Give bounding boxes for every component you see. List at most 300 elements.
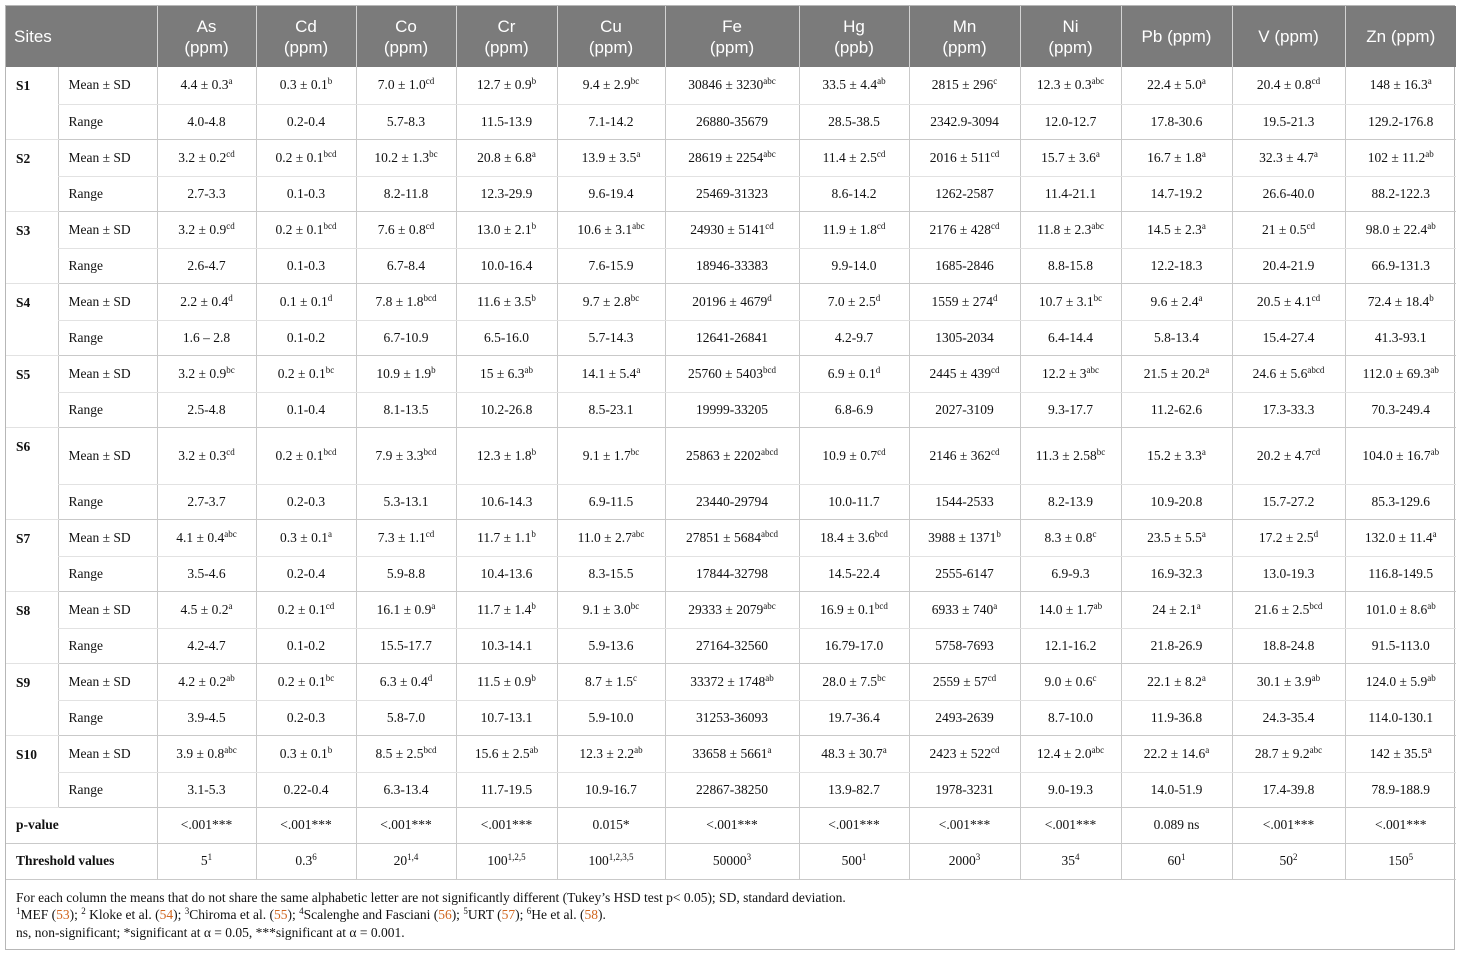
range-cell: 11.2-62.6 bbox=[1121, 392, 1232, 427]
cell-value: 4.2 ± 0.2 bbox=[178, 673, 227, 689]
cell-value: 132.0 ± 11.4 bbox=[1364, 529, 1433, 545]
site-label: S4 bbox=[6, 283, 58, 355]
mean-cell bbox=[1232, 139, 1345, 176]
range-cell: 91.5-113.0 bbox=[1345, 628, 1456, 663]
cell-value: 3988 ± 1371 bbox=[928, 529, 997, 545]
threshold-cell bbox=[799, 843, 909, 879]
superscript-letters: c bbox=[993, 76, 998, 87]
superscript-letters: bcd bbox=[423, 446, 437, 457]
reference-link[interactable]: 54 bbox=[159, 907, 174, 922]
footnote-source: Scalenghe and Fasciani ( bbox=[303, 907, 439, 922]
stat-label-mean: Mean ± SD bbox=[58, 283, 157, 320]
range-cell: 7.6-15.9 bbox=[557, 248, 665, 283]
table-row-mean bbox=[6, 735, 1456, 772]
superscript-letters: abc bbox=[1091, 220, 1104, 231]
mean-cell bbox=[1020, 211, 1121, 248]
superscript-letters: b bbox=[531, 600, 536, 611]
superscript-letters: cd bbox=[765, 220, 774, 231]
range-cell: 8.3-15.5 bbox=[557, 556, 665, 591]
superscript-letters: bc bbox=[325, 672, 335, 683]
cell-value: 98.0 ± 22.4 bbox=[1365, 221, 1428, 237]
header-element: Mn bbox=[952, 16, 977, 36]
superscript-letters: c bbox=[632, 672, 637, 683]
range-cell: 17.4-39.8 bbox=[1232, 772, 1345, 807]
superscript-letters: b bbox=[531, 446, 537, 457]
mean-cell bbox=[256, 283, 356, 320]
mean-cell bbox=[1345, 591, 1456, 628]
superscript-letters: d bbox=[875, 292, 881, 303]
superscript-letters: b bbox=[431, 364, 436, 375]
cell-value: 2000 bbox=[948, 853, 976, 868]
superscript-letters: abcd bbox=[760, 528, 778, 539]
superscript-letters: 4 bbox=[1075, 852, 1080, 862]
threshold-cell bbox=[665, 843, 799, 879]
superscript-letters: ab bbox=[1430, 364, 1439, 375]
cell-value: 16.1 ± 0.9 bbox=[376, 601, 432, 617]
range-cell: 3.9-4.5 bbox=[157, 700, 256, 735]
pvalue-cell: 0.015* bbox=[557, 807, 665, 843]
cell-value: 7.8 ± 1.8 bbox=[375, 293, 424, 309]
mean-cell bbox=[1345, 211, 1456, 248]
superscript-letters: bcd bbox=[762, 364, 776, 375]
cell-value: 29333 ± 2079 bbox=[688, 601, 764, 617]
range-cell: 17.8-30.6 bbox=[1121, 104, 1232, 139]
range-cell: 2027-3109 bbox=[909, 392, 1020, 427]
superscript-letters: d bbox=[327, 292, 333, 303]
cell-value: 28.0 ± 7.5 bbox=[822, 673, 878, 689]
range-cell: 4.2-4.7 bbox=[157, 628, 256, 663]
superscript-letters: abc bbox=[1309, 744, 1323, 755]
range-cell: 8.2-13.9 bbox=[1020, 484, 1121, 519]
cell-value: 15 ± 6.3 bbox=[479, 365, 525, 381]
cell-value: 30846 ± 3230 bbox=[688, 77, 764, 93]
range-cell: 1685-2846 bbox=[909, 248, 1020, 283]
mean-cell bbox=[1020, 67, 1121, 104]
superscript-letters: ab bbox=[529, 744, 539, 755]
mean-cell bbox=[256, 139, 356, 176]
cell-value: 11.3 ± 2.58 bbox=[1035, 448, 1097, 463]
header-zn bbox=[1345, 6, 1456, 67]
range-cell: 0.1-0.2 bbox=[256, 320, 356, 355]
superscript-letters: cd bbox=[990, 744, 1000, 755]
cell-value: 14.0 ± 1.7 bbox=[1038, 601, 1094, 617]
cell-value: 112.0 ± 69.3 bbox=[1362, 365, 1431, 381]
cell-value: 0.2 ± 0.1 bbox=[277, 673, 326, 689]
range-cell: 5.7-14.3 bbox=[557, 320, 665, 355]
superscript-letters: a bbox=[1095, 148, 1100, 159]
cell-value: 50000 bbox=[712, 853, 747, 868]
superscript-letters: a bbox=[327, 528, 332, 539]
mean-cell bbox=[1020, 735, 1121, 772]
mean-cell bbox=[356, 427, 456, 484]
mean-cell bbox=[665, 355, 799, 392]
range-cell: 15.7-27.2 bbox=[1232, 484, 1345, 519]
mean-cell bbox=[1121, 211, 1232, 248]
range-cell: 10.0-16.4 bbox=[456, 248, 557, 283]
mean-cell bbox=[456, 283, 557, 320]
range-cell: 18.8-24.8 bbox=[1232, 628, 1345, 663]
superscript-letters: a bbox=[228, 76, 233, 87]
range-cell: 4.2-9.7 bbox=[799, 320, 909, 355]
superscript-letters: bc bbox=[630, 446, 640, 457]
cell-value: 12.7 ± 0.9 bbox=[476, 77, 532, 93]
mean-cell bbox=[157, 67, 256, 104]
cell-value: 7.3 ± 1.1 bbox=[377, 529, 426, 545]
table-row-mean bbox=[6, 427, 1456, 484]
superscript-letters: bcd bbox=[323, 446, 337, 457]
range-cell: 16.9-32.3 bbox=[1121, 556, 1232, 591]
cell-value: 3.2 ± 0.3 bbox=[178, 447, 227, 463]
cell-value: 30.1 ± 3.9 bbox=[1256, 673, 1312, 689]
superscript-letters: ab bbox=[1311, 672, 1321, 683]
superscript-letters: b bbox=[996, 528, 1001, 539]
footnote-source: URT ( bbox=[467, 907, 502, 922]
cell-value: 23.5 ± 5.5 bbox=[1147, 529, 1202, 545]
superscript-letters: c bbox=[1092, 672, 1097, 683]
cell-value: 11.7 ± 1.4 bbox=[477, 601, 532, 617]
cell-value: 12.2 ± 3 bbox=[1041, 365, 1087, 381]
stat-label-mean: Mean ± SD bbox=[58, 211, 157, 248]
superscript-letters: 2 bbox=[1293, 852, 1298, 862]
range-cell: 15.4-27.4 bbox=[1232, 320, 1345, 355]
cell-value: 20.4 ± 0.8 bbox=[1256, 77, 1312, 93]
range-cell: 5.3-13.1 bbox=[356, 484, 456, 519]
cell-value: 3.2 ± 0.9 bbox=[178, 365, 227, 381]
mean-cell bbox=[665, 591, 799, 628]
superscript-letters: a bbox=[1201, 672, 1206, 683]
superscript-letters: bc bbox=[630, 76, 640, 87]
range-cell: 5.8-7.0 bbox=[356, 700, 456, 735]
superscript-letters: d bbox=[427, 672, 433, 683]
table-row-range bbox=[6, 248, 1456, 283]
superscript-letters: a bbox=[882, 744, 887, 755]
superscript-letters: bc bbox=[429, 148, 438, 159]
mean-cell bbox=[256, 591, 356, 628]
superscript-letters: cd bbox=[325, 600, 335, 611]
mean-cell bbox=[1345, 139, 1456, 176]
range-cell: 8.1-13.5 bbox=[356, 392, 456, 427]
cell-value: 9.1 ± 1.7 bbox=[582, 447, 631, 463]
table-row-range bbox=[6, 484, 1456, 519]
header-cu bbox=[557, 6, 665, 67]
footnote-source: Kloke et al. ( bbox=[85, 907, 160, 922]
cell-value: 11.6 ± 3.5 bbox=[477, 293, 532, 309]
footnote-marker: 3 bbox=[184, 906, 190, 916]
superscript-letters: ab bbox=[524, 364, 534, 375]
table-row-mean bbox=[6, 283, 1456, 320]
stat-label-range: Range bbox=[58, 248, 157, 283]
reference-link[interactable]: 56 bbox=[438, 907, 452, 922]
stat-label-range: Range bbox=[58, 628, 157, 663]
stat-label-range: Range bbox=[58, 320, 157, 355]
threshold-cell bbox=[157, 843, 256, 879]
range-cell: 70.3-249.4 bbox=[1345, 392, 1456, 427]
superscript-letters: a bbox=[1432, 528, 1437, 539]
superscript-letters: a bbox=[531, 148, 536, 159]
mean-cell bbox=[1232, 67, 1345, 104]
stat-label-mean: Mean ± SD bbox=[58, 519, 157, 556]
footnote-line-3: ns, non-significant; *significant at α = 0.05, ***significant at α = 0.001. bbox=[16, 924, 405, 940]
cell-value: 3.2 ± 0.9 bbox=[178, 221, 227, 237]
header-unit: (ppm) bbox=[383, 37, 429, 57]
superscript-letters: 5 bbox=[1408, 852, 1414, 862]
superscript-letters: ab bbox=[634, 744, 643, 755]
range-cell: 4.0-4.8 bbox=[157, 104, 256, 139]
table-row-range bbox=[6, 700, 1456, 735]
site-label: S8 bbox=[6, 591, 58, 663]
range-cell: 13.0-19.3 bbox=[1232, 556, 1345, 591]
range-cell: 6.3-13.4 bbox=[356, 772, 456, 807]
stat-label-mean: Mean ± SD bbox=[58, 591, 157, 628]
range-cell: 11.5-13.9 bbox=[456, 104, 557, 139]
cell-value: 24 ± 2.1 bbox=[1152, 601, 1197, 617]
mean-cell bbox=[799, 67, 909, 104]
mean-cell bbox=[1232, 211, 1345, 248]
cell-value: 12.3 ± 1.8 bbox=[476, 447, 532, 463]
cell-value: 1559 ± 274 bbox=[931, 293, 993, 309]
cell-value: 102 ± 11.2 bbox=[1367, 149, 1426, 165]
superscript-letters: abc bbox=[763, 148, 776, 159]
mean-cell bbox=[1121, 519, 1232, 556]
mean-cell bbox=[799, 355, 909, 392]
cell-value: 15.2 ± 3.3 bbox=[1147, 447, 1202, 463]
cell-value: 20196 ± 4679 bbox=[692, 293, 768, 309]
range-cell: 12.2-18.3 bbox=[1121, 248, 1232, 283]
cell-value: 11.8 ± 2.3 bbox=[1037, 221, 1092, 237]
threshold-cell bbox=[356, 843, 456, 879]
table-row-mean bbox=[6, 67, 1456, 104]
mean-cell bbox=[1345, 663, 1456, 700]
range-cell: 2555-6147 bbox=[909, 556, 1020, 591]
cell-value: 9.6 ± 2.4 bbox=[1150, 293, 1199, 309]
pvalue-cell: <.001*** bbox=[256, 807, 356, 843]
reference-link[interactable]: 57 bbox=[501, 907, 516, 922]
range-cell: 17844-32798 bbox=[665, 556, 799, 591]
cell-value: 27851 ± 5684 bbox=[686, 529, 761, 545]
mean-cell bbox=[909, 283, 1020, 320]
cell-value: 100 bbox=[487, 853, 508, 868]
superscript-letters: b bbox=[531, 292, 536, 303]
superscript-letters: c bbox=[1092, 528, 1097, 539]
cell-value: 0.1 ± 0.1 bbox=[279, 293, 328, 309]
header-pb bbox=[1121, 6, 1232, 67]
mean-cell bbox=[1232, 355, 1345, 392]
range-cell: 2.7-3.3 bbox=[157, 176, 256, 211]
header-element: V (ppm) bbox=[1258, 27, 1319, 46]
cell-value: 14.5 ± 2.3 bbox=[1147, 221, 1202, 237]
reference-link[interactable]: 53 bbox=[56, 907, 70, 922]
mean-cell bbox=[1020, 283, 1121, 320]
cell-value: 10.6 ± 3.1 bbox=[577, 221, 633, 237]
pvalue-cell: <.001*** bbox=[356, 807, 456, 843]
site-label: S3 bbox=[6, 211, 58, 283]
superscript-letters: cd bbox=[877, 446, 886, 457]
mean-cell bbox=[157, 735, 256, 772]
table-row-range bbox=[6, 176, 1456, 211]
range-cell: 9.0-19.3 bbox=[1020, 772, 1121, 807]
superscript-letters: a bbox=[1201, 220, 1206, 231]
cell-value: 2423 ± 522 bbox=[929, 745, 991, 761]
cell-value: 7.0 ± 2.5 bbox=[827, 293, 876, 309]
footnote-line-1: For each column the means that do not share the same alphabetic letter are not significantly different (Tukey’s HSD test p< 0.05); SD, standard deviation. bbox=[16, 889, 846, 905]
cell-value: 13.9 ± 3.5 bbox=[581, 149, 637, 165]
cell-value: 142 ± 35.5 bbox=[1369, 745, 1428, 761]
site-label: S2 bbox=[6, 139, 58, 211]
superscript-letters: ab bbox=[1430, 446, 1440, 457]
reference-link[interactable]: 55 bbox=[273, 907, 288, 922]
pvalue-cell: <.001*** bbox=[157, 807, 256, 843]
header-v bbox=[1232, 6, 1345, 67]
pvalue-cell: <.001*** bbox=[799, 807, 909, 843]
superscript-letters: a bbox=[1201, 446, 1206, 457]
range-cell: 14.0-51.9 bbox=[1121, 772, 1232, 807]
range-cell: 2.7-3.7 bbox=[157, 484, 256, 519]
mean-cell bbox=[456, 355, 557, 392]
range-cell: 0.2-0.3 bbox=[256, 700, 356, 735]
cell-value: 6.3 ± 0.4 bbox=[379, 673, 428, 689]
cell-value: 0.2 ± 0.1 bbox=[275, 221, 324, 237]
site-label: S5 bbox=[6, 355, 58, 427]
mean-cell bbox=[799, 283, 909, 320]
mean-cell bbox=[157, 591, 256, 628]
cell-value: 11.5 ± 0.9 bbox=[477, 673, 532, 689]
range-cell: 1978-3231 bbox=[909, 772, 1020, 807]
footnote-punctuation: ); bbox=[287, 907, 300, 922]
mean-cell bbox=[909, 139, 1020, 176]
superscript-letters: cd bbox=[1311, 76, 1321, 87]
superscript-letters: 1 bbox=[1181, 852, 1186, 862]
superscript-letters: ab bbox=[1427, 600, 1436, 611]
mean-cell bbox=[665, 427, 799, 484]
superscript-letters: bcd bbox=[423, 292, 437, 303]
range-cell: 129.2-176.8 bbox=[1345, 104, 1456, 139]
mean-cell bbox=[557, 355, 665, 392]
range-cell: 1.6 – 2.8 bbox=[157, 320, 256, 355]
heavy-metals-table bbox=[6, 6, 1456, 880]
table-row-range bbox=[6, 628, 1456, 663]
cell-value: 9.4 ± 2.9 bbox=[582, 77, 631, 93]
cell-value: 10.9 ± 1.9 bbox=[376, 365, 432, 381]
mean-cell bbox=[1121, 663, 1232, 700]
mean-cell bbox=[456, 139, 557, 176]
header-unit: (ppm) bbox=[1048, 37, 1093, 57]
range-cell: 0.2-0.4 bbox=[256, 556, 356, 591]
range-cell: 25469-31323 bbox=[665, 176, 799, 211]
superscript-letters: abc bbox=[1091, 744, 1105, 755]
range-cell: 15.5-17.7 bbox=[356, 628, 456, 663]
mean-cell bbox=[356, 139, 456, 176]
cell-value: 16.7 ± 1.8 bbox=[1147, 149, 1202, 165]
header-element: Cd bbox=[295, 16, 317, 36]
superscript-letters: cd bbox=[987, 672, 997, 683]
range-cell: 2493-2639 bbox=[909, 700, 1020, 735]
range-cell: 14.7-19.2 bbox=[1121, 176, 1232, 211]
superscript-letters: bcd bbox=[874, 600, 888, 611]
range-cell: 27164-32560 bbox=[665, 628, 799, 663]
mean-cell bbox=[157, 211, 256, 248]
cell-value: 5 bbox=[200, 853, 208, 868]
stat-label-mean: Mean ± SD bbox=[58, 67, 157, 104]
table-row-mean bbox=[6, 663, 1456, 700]
superscript-letters: cd bbox=[876, 220, 886, 231]
mean-cell bbox=[665, 283, 799, 320]
superscript-letters: a bbox=[1201, 76, 1206, 87]
mean-cell bbox=[256, 735, 356, 772]
superscript-letters: cd bbox=[425, 76, 435, 87]
cell-value: 17.2 ± 2.5 bbox=[1258, 529, 1314, 545]
superscript-letters: b bbox=[531, 672, 536, 683]
superscript-letters: bcd bbox=[874, 528, 888, 539]
cell-value: 48.3 ± 30.7 bbox=[821, 745, 883, 761]
range-cell: 10.9-16.7 bbox=[557, 772, 665, 807]
range-cell: 6.7-8.4 bbox=[356, 248, 456, 283]
mean-cell bbox=[557, 283, 665, 320]
reference-link[interactable]: 58 bbox=[584, 907, 598, 922]
range-cell: 24.3-35.4 bbox=[1232, 700, 1345, 735]
threshold-cell bbox=[256, 843, 356, 879]
mean-cell bbox=[1232, 283, 1345, 320]
mean-cell bbox=[1345, 519, 1456, 556]
cell-value: 20.5 ± 4.1 bbox=[1256, 293, 1312, 309]
superscript-letters: b bbox=[531, 528, 536, 539]
cell-value: 100 bbox=[588, 853, 609, 868]
range-cell: 6.4-14.4 bbox=[1020, 320, 1121, 355]
cell-value: 104.0 ± 16.7 bbox=[1362, 447, 1431, 463]
cell-value: 20 bbox=[393, 853, 408, 868]
range-cell: 18946-33383 bbox=[665, 248, 799, 283]
cell-value: 3.9 ± 0.8 bbox=[176, 745, 225, 761]
mean-cell bbox=[799, 139, 909, 176]
range-cell: 16.79-17.0 bbox=[799, 628, 909, 663]
mean-cell bbox=[157, 663, 256, 700]
threshold-cell bbox=[456, 843, 557, 879]
table-row-mean bbox=[6, 139, 1456, 176]
range-cell: 6.9-9.3 bbox=[1020, 556, 1121, 591]
range-cell: 8.6-14.2 bbox=[799, 176, 909, 211]
cell-value: 21.5 ± 20.2 bbox=[1143, 365, 1206, 381]
header-fe bbox=[665, 6, 799, 67]
pvalue-cell: <.001*** bbox=[909, 807, 1020, 843]
mean-cell bbox=[1020, 591, 1121, 628]
range-cell: 8.5-23.1 bbox=[557, 392, 665, 427]
range-cell: 20.4-21.9 bbox=[1232, 248, 1345, 283]
cell-value: 24.6 ± 5.6 bbox=[1252, 365, 1308, 381]
superscript-letters: abc bbox=[631, 528, 645, 539]
superscript-letters: abc bbox=[224, 528, 237, 539]
threshold-cell bbox=[1232, 843, 1345, 879]
table-row-mean bbox=[6, 519, 1456, 556]
range-cell: 5758-7693 bbox=[909, 628, 1020, 663]
stat-label-range: Range bbox=[58, 556, 157, 591]
header-co bbox=[356, 6, 456, 67]
superscript-letters: bc bbox=[226, 364, 235, 375]
table-row-mean bbox=[6, 355, 1456, 392]
mean-cell bbox=[456, 211, 557, 248]
superscript-letters: bc bbox=[325, 364, 335, 375]
mean-cell bbox=[557, 519, 665, 556]
header-hg bbox=[799, 6, 909, 67]
header-mn bbox=[909, 6, 1020, 67]
superscript-letters: a bbox=[636, 364, 641, 375]
superscript-letters: ab bbox=[1427, 672, 1436, 683]
superscript-letters: a bbox=[1196, 600, 1201, 611]
cell-value: 18.4 ± 3.6 bbox=[820, 529, 875, 545]
superscript-letters: a bbox=[431, 600, 436, 611]
cell-value: 25760 ± 5403 bbox=[688, 365, 763, 381]
mean-cell bbox=[456, 735, 557, 772]
cell-value: 7.6 ± 0.8 bbox=[377, 221, 426, 237]
cell-value: 500 bbox=[841, 853, 862, 868]
